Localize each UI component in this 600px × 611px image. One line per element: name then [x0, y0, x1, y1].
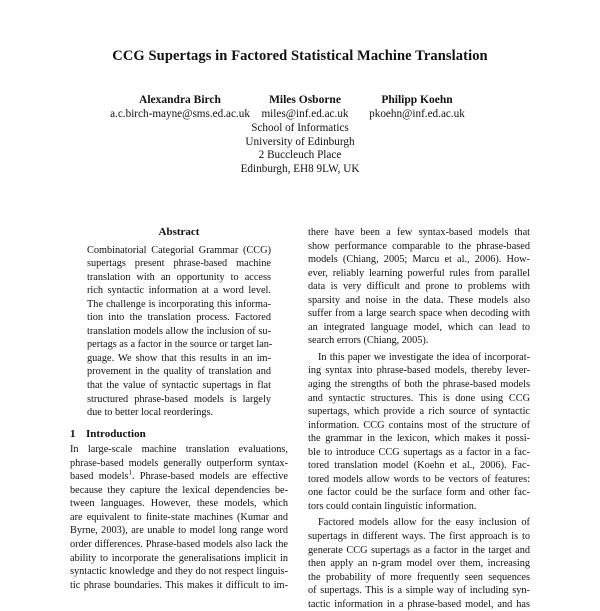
intro-line: tic phrase boundaries. This makes it difficult to im-	[70, 579, 288, 591]
body-line: one factor could be the surface form and other fac-	[308, 487, 530, 499]
abstract-line: that the value of syntactic supertags in flat	[87, 379, 271, 391]
intro-line: In large-scale machine translation evaluations,	[70, 444, 288, 456]
abstract-line: rich syntactic information at a word level.	[87, 285, 271, 297]
affiliation-line: Edinburgh, EH8 9LW, UK	[240, 162, 360, 175]
section-title: Introduction	[86, 427, 146, 440]
footnote-marker: 1	[128, 468, 132, 477]
section-number: 1	[70, 427, 76, 440]
body-line: then apply an n-gram model over them, increasing	[308, 558, 530, 570]
abstract-line: structured phrase-based models is largely	[87, 393, 271, 405]
left-column	[70, 226, 288, 592]
paragraph-3	[308, 516, 530, 611]
abstract-line: translation models allow the inclusion of su-	[87, 325, 271, 337]
introduction-body	[70, 443, 288, 592]
abstract-line: The challenge is incorporating this informa-	[87, 298, 271, 310]
body-line: the grammar in the lexicon, which makes it possi-	[308, 433, 530, 445]
abstract-line: pertags as a factor in the source or target lan-	[87, 339, 273, 351]
paragraph-2	[308, 351, 530, 514]
body-line: an integrated language model, which can lead to	[308, 321, 530, 333]
body-line: there have been a few syntax-based models that	[308, 227, 530, 238]
body-line: information. CCG contains most of the structure of	[308, 419, 530, 431]
body-line: the probability of more frequently seen sequences	[308, 571, 530, 583]
body-line: and syntactic structures. This is done using CCG	[308, 392, 530, 404]
author-3	[352, 93, 482, 121]
body-line: sparsity and noise in the data. These models also	[308, 294, 530, 306]
intro-line-end: . Phrase-based models are effective	[131, 471, 288, 483]
author-email: miles@inf.ed.ac.uk	[261, 108, 349, 120]
abstract-line: Combinatorial Categorial Grammar (CCG)	[87, 244, 271, 256]
author-email: pkoehn@inf.ed.ac.uk	[369, 108, 465, 120]
abstract-body	[70, 244, 288, 420]
abstract-heading: Abstract	[158, 226, 200, 238]
body-line: In this paper we investigate the idea of incorporat-	[318, 351, 530, 363]
abstract-line: translation with an opportunity to access	[87, 271, 271, 283]
body-line: models (Chiang, 2005; Marcu et al., 2006). How-	[308, 254, 530, 266]
author-name: Miles Osborne	[269, 94, 341, 106]
body-line: generate CCG supertags as a factor in the target and	[308, 544, 530, 556]
abstract-line: guage. We show that this results in an im-	[87, 352, 271, 364]
author-name: Alexandra Birch	[139, 94, 221, 106]
intro-line: order differences. Phrase-based models also lack the	[70, 538, 288, 550]
body-line: tored models allow words to be vectors of features:	[308, 473, 530, 485]
abstract-line: due to better local reorderings.	[87, 407, 214, 419]
section-heading-introduction	[70, 428, 288, 442]
affiliation-line: School of Informatics	[251, 122, 349, 134]
author-name: Philipp Koehn	[381, 94, 453, 106]
right-column	[308, 226, 530, 611]
body-line: tored translation model (Koehn et al., 2006). Fac-	[308, 460, 530, 472]
body-line: tors could contain linguistic information.	[308, 500, 477, 512]
body-line: Factored models allow for the easy inclusion of	[318, 517, 530, 529]
intro-line: because they capture the lexical dependencies be-	[70, 484, 288, 496]
author-2	[255, 93, 355, 121]
abstract-line: tion into the translation process. Factored	[87, 312, 271, 324]
abstract-line: supertags present phrase-based machine	[87, 258, 271, 270]
paragraph-1	[308, 226, 530, 348]
body-line: show performance comparable to the phrase-based	[308, 240, 530, 252]
body-line: search errors (Chiang, 2005).	[308, 335, 429, 347]
body-line: ing syntax into phrase-based models, thereby lever-	[308, 365, 530, 377]
paper-title: CCG Supertags in Factored Statistical Machine Translation	[112, 48, 488, 64]
intro-line: Byrne, 2003), are unable to model long range word	[70, 525, 288, 537]
intro-line: ability to incorporate the generalisations implicit in	[70, 552, 288, 564]
body-line: aging the strengths of both the phrase-based models	[308, 379, 530, 391]
intro-line-with-footnote	[70, 470, 288, 484]
intro-line: syntactic knowledge and they do not respect linguis-	[70, 566, 288, 578]
intro-line-start: based models	[70, 471, 129, 483]
affiliation-line: University of Edinburgh	[245, 135, 355, 148]
body-line: ble to introduce CCG supertags as a factor in a fac-	[308, 446, 530, 458]
body-line: suffer from a large search space when decoding with	[308, 308, 530, 320]
body-line: tactic information in a phrase-based model, and has	[308, 598, 530, 610]
body-line: ever, reliably learning powerful rules from parallel	[308, 267, 530, 279]
body-line: supertags in different ways. The first approach is to	[308, 531, 530, 543]
intro-line: are equivalent to finite-state machines (Kumar and	[70, 511, 288, 523]
intro-line: tween languages. However, these models, which	[70, 498, 288, 510]
affiliation	[200, 122, 400, 176]
author-1	[90, 93, 270, 121]
abstract-line: provement in the quality of translation and	[87, 366, 271, 378]
affiliation-line: 2 Buccleuch Place	[258, 149, 342, 162]
body-line: of supertags. This is a simple way of including syn-	[308, 585, 530, 597]
author-email: a.c.birch-mayne@sms.ed.ac.uk	[110, 108, 250, 120]
body-line: data is very difficult and prone to problems with	[308, 281, 530, 293]
body-line: supertags, which provide a rich source of syntactic	[308, 406, 530, 418]
intro-line: phrase-based models generally outperform syntax-	[70, 457, 288, 469]
